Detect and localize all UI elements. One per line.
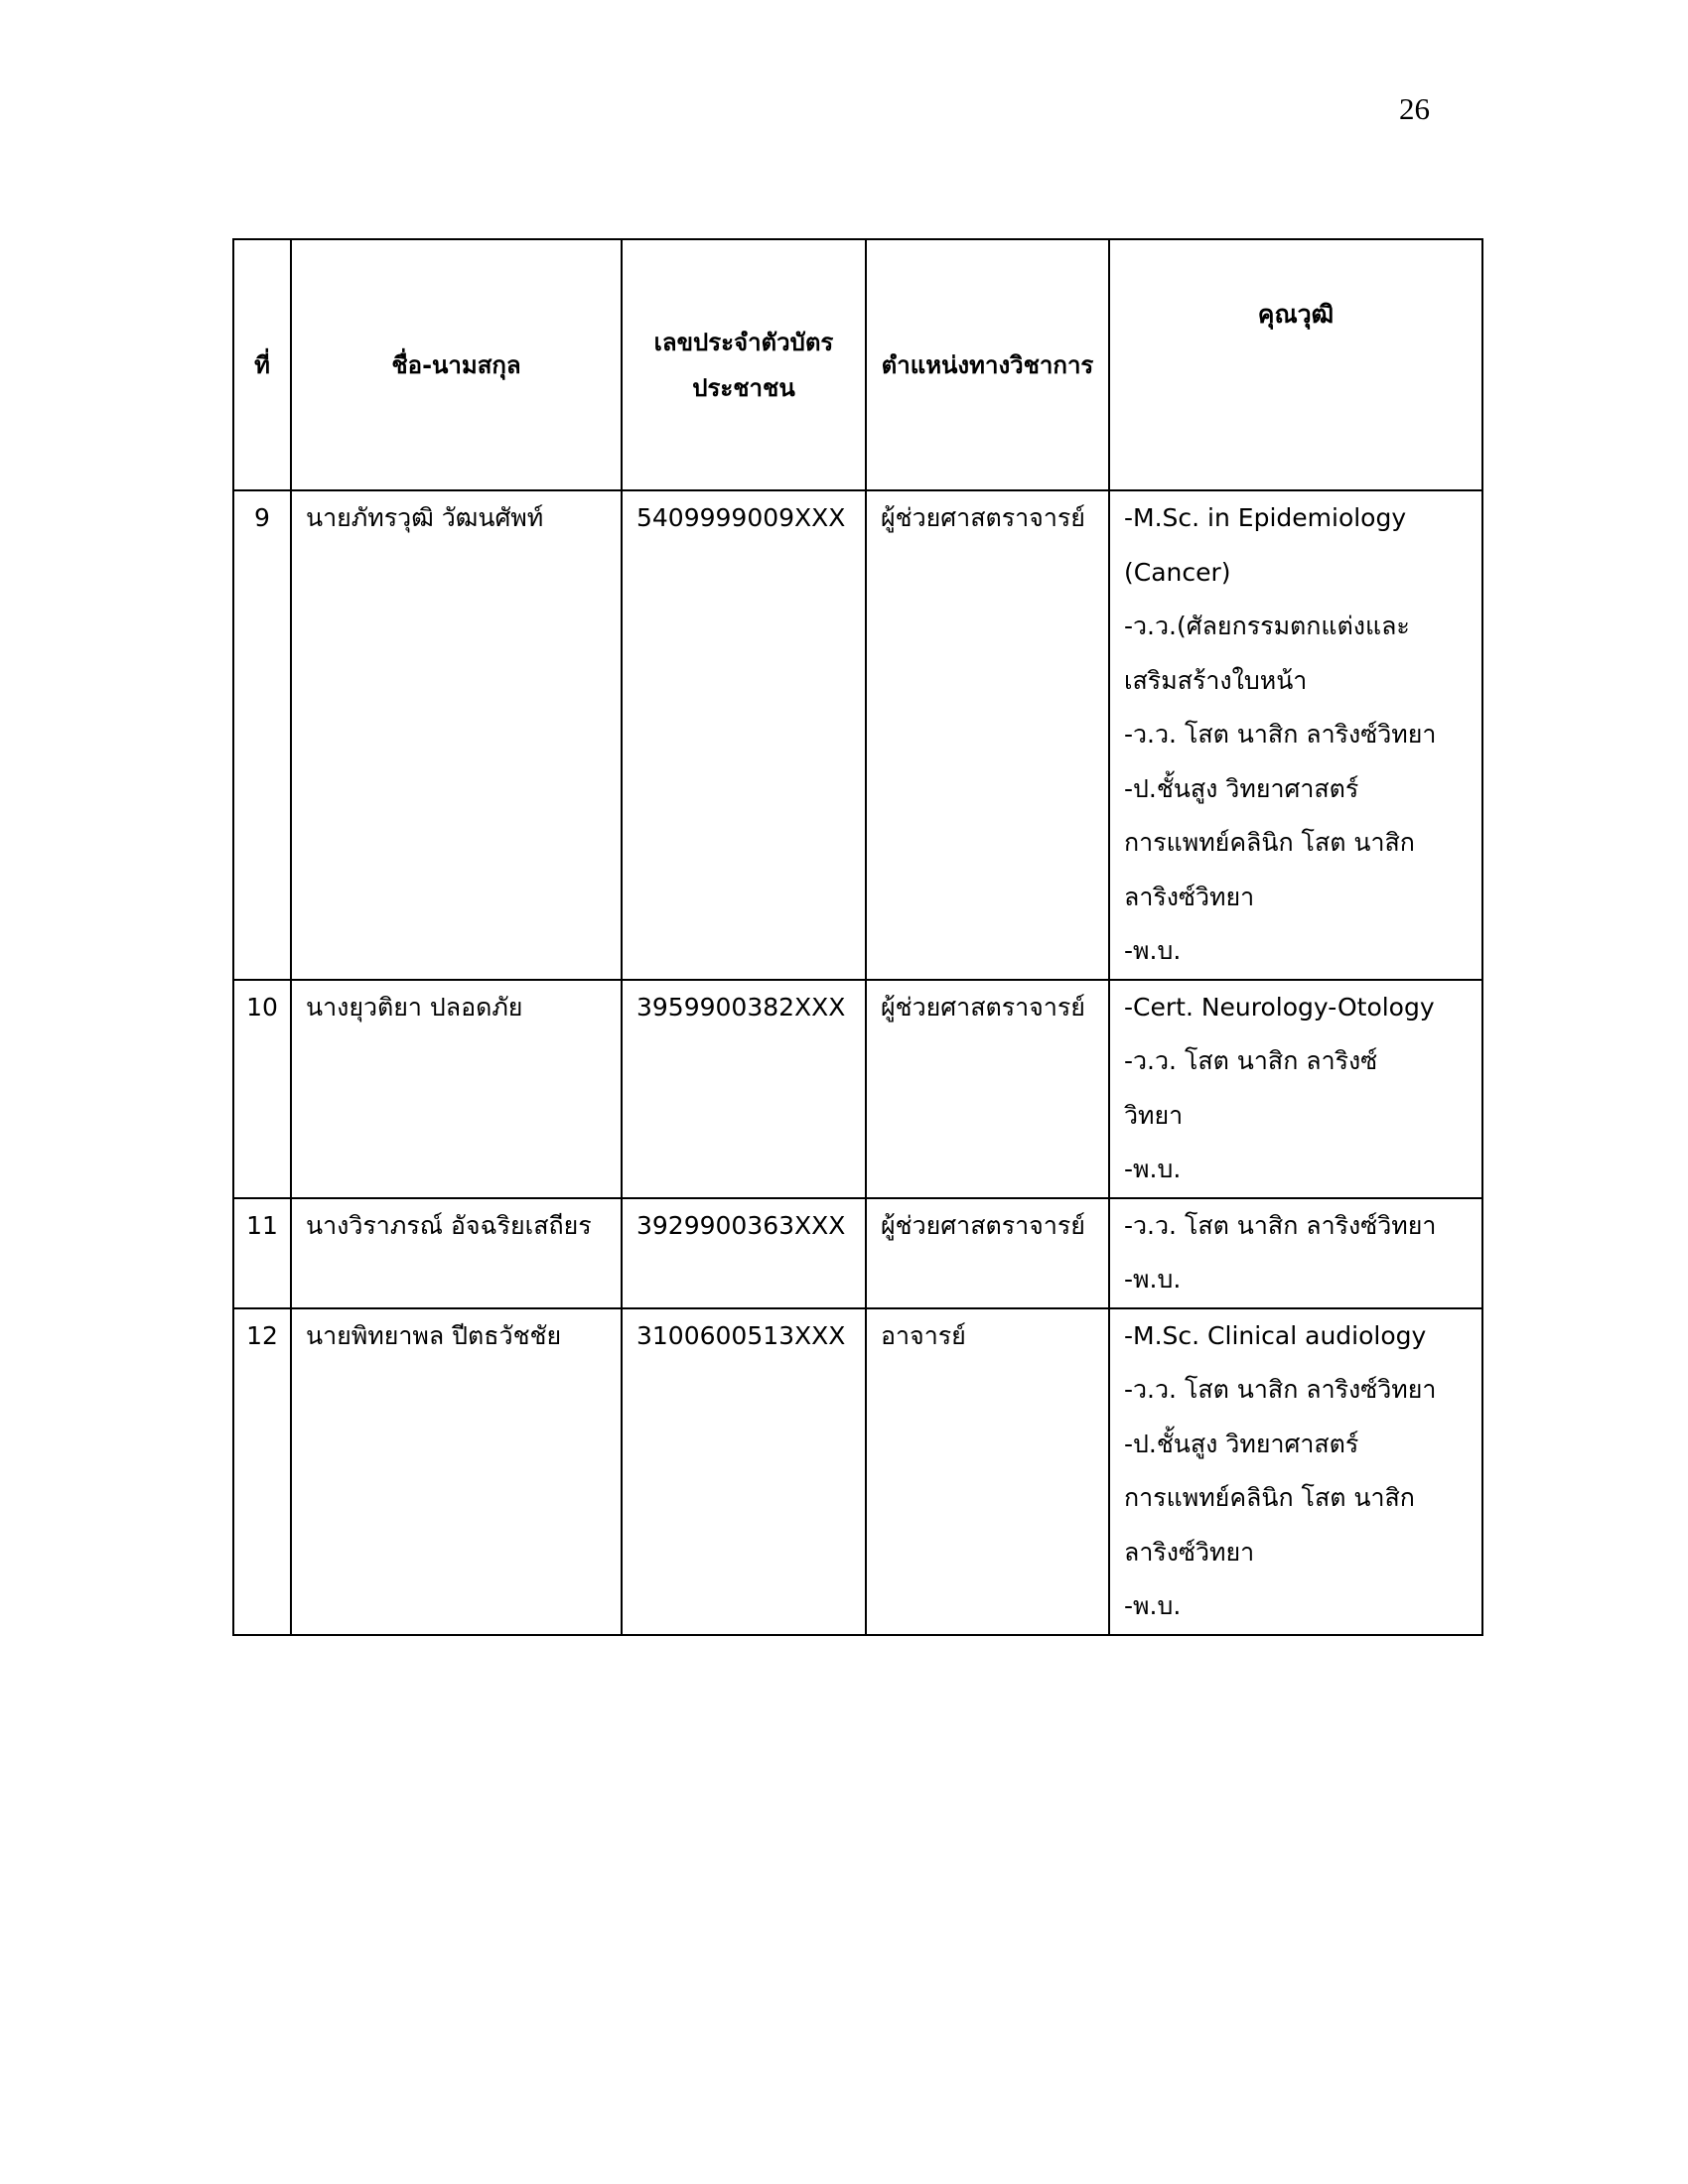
header-id-line-1: เลขประจำตัวบัตร	[653, 328, 834, 356]
row-academic-position: อาจารย์	[866, 1308, 1109, 1635]
qualification-line: -พ.บ.	[1124, 936, 1182, 965]
qualification-line: -พ.บ.	[1124, 1591, 1182, 1620]
row-id-card: 3959900382XXX	[622, 980, 866, 1198]
qualification-line: -ว.ว. โสต นาสิก ลาริงซ์วิทยา	[1124, 1375, 1437, 1404]
header-academic-position: ตำแหน่งทางวิชาการ	[866, 239, 1109, 490]
page-number: 26	[1399, 91, 1430, 126]
row-id-card: 3100600513XXX	[622, 1308, 866, 1635]
qualification-line: -ป.ชั้นสูง วิทยาศาสตร์	[1124, 773, 1359, 803]
qualification-line: -M.Sc. in Epidemiology	[1124, 503, 1407, 532]
header-no: ที่	[233, 239, 291, 490]
row-name: นายพิทยาพล ปีตธวัชชัย	[291, 1308, 622, 1635]
row-number: 9	[233, 490, 291, 980]
qualification-line: -Cert. Neurology-Otology	[1124, 992, 1435, 1022]
table-row	[233, 490, 1482, 980]
row-academic-position: ผู้ช่วยศาสตราจารย์	[866, 980, 1109, 1198]
qualification-line: (Cancer)	[1124, 557, 1231, 587]
faculty-qualification-table	[232, 238, 1483, 1636]
header-qualification: คุณวุฒิ	[1109, 239, 1482, 490]
header-id-line-2: ประชาชน	[692, 373, 795, 402]
row-name: นางยุวติยา ปลอดภัย	[291, 980, 622, 1198]
header-name: ชื่อ-นามสกุล	[291, 239, 622, 490]
row-academic-position: ผู้ช่วยศาสตราจารย์	[866, 490, 1109, 980]
qualification-line: ลาริงซ์วิทยา	[1124, 1537, 1255, 1567]
row-id-card: 3929900363XXX	[622, 1198, 866, 1308]
row-number: 12	[233, 1308, 291, 1635]
qualification-line: -พ.บ.	[1124, 1155, 1182, 1183]
qualification-line: เสริมสร้างใบหน้า	[1124, 665, 1308, 695]
row-name: นายภัทรวุฒิ วัฒนศัพท์	[291, 490, 622, 980]
table-row	[233, 1198, 1482, 1308]
qualification-line: -ว.ว. โสต นาสิก ลาริงซ์	[1124, 1046, 1378, 1075]
row-number: 11	[233, 1198, 291, 1308]
qualification-line: -ว.ว.(ศัลยกรรมตกแต่งและ	[1124, 612, 1410, 640]
qualification-line: -พ.บ.	[1124, 1265, 1182, 1294]
qualification-line: -ป.ชั้นสูง วิทยาศาสตร์	[1124, 1429, 1359, 1458]
qualification-line: -M.Sc. Clinical audiology	[1124, 1320, 1427, 1350]
qualification-line: การแพทย์คลินิก โสต นาสิก	[1124, 1483, 1415, 1512]
row-academic-position: ผู้ช่วยศาสตราจารย์	[866, 1198, 1109, 1308]
table-header-row	[233, 239, 1482, 490]
row-name: นางวิราภรณ์ อัจฉริยเสถียร	[291, 1198, 622, 1308]
qualification-line: -ว.ว. โสต นาสิก ลาริงซ์วิทยา	[1124, 720, 1437, 749]
row-id-card: 5409999009XXX	[622, 490, 866, 980]
row-qualification	[1109, 980, 1482, 1198]
row-qualification	[1109, 1198, 1482, 1308]
qualification-line: วิทยา	[1124, 1100, 1184, 1130]
table-row	[233, 980, 1482, 1198]
qualification-line: การแพทย์คลินิก โสต นาสิก	[1124, 828, 1415, 857]
header-id-card	[622, 239, 866, 490]
qualification-line: -ว.ว. โสต นาสิก ลาริงซ์วิทยา	[1124, 1210, 1437, 1240]
row-number: 10	[233, 980, 291, 1198]
table-body	[233, 490, 1482, 1635]
qualification-line: ลาริงซ์วิทยา	[1124, 882, 1255, 911]
row-qualification	[1109, 490, 1482, 980]
row-qualification	[1109, 1308, 1482, 1635]
table-row	[233, 1308, 1482, 1635]
